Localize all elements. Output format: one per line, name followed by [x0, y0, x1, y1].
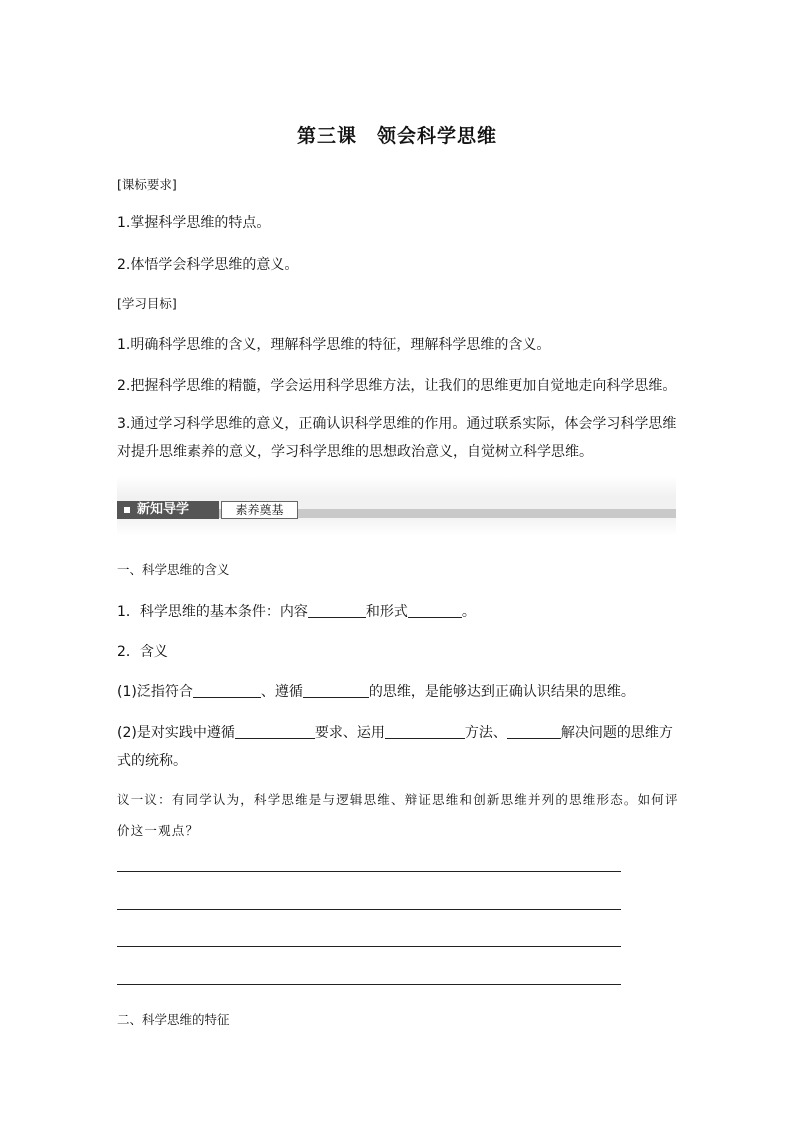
answer-blank[interactable]: [507, 724, 561, 739]
q1-mid: 和形式: [365, 604, 408, 620]
banner-main-tag: [117, 501, 219, 519]
banner-main-label: 新知导学: [137, 502, 190, 517]
section1-heading: 一、科学思维的含义: [117, 562, 230, 577]
goal-item-2: 2.把握科学思维的精髓，学会运用科学思维方法，让我们的思维更加自觉地走向科学思维。: [117, 378, 677, 394]
answer-blank[interactable]: [408, 603, 462, 618]
q1-end: 。: [461, 604, 476, 620]
curriculum-item-2: 2.体悟学会科学思维的意义。: [117, 257, 299, 273]
section2-heading: 二、科学思维的特征: [117, 1012, 230, 1027]
answer-blank[interactable]: [303, 683, 369, 698]
answer-blank[interactable]: [193, 683, 261, 698]
goals-heading: [学习目标]: [117, 296, 177, 311]
answer-blank[interactable]: [385, 724, 465, 739]
q2a-prefix: (1)泛指符合: [117, 684, 193, 700]
discussion-prompt: 议一议：有同学认为，科学思维是与逻辑思维、辩证思维和创新思维并列的思维形态。如何评价这一观点？: [117, 792, 679, 838]
q2a-end: 的思维，是能够达到正确认识结果的思维。: [368, 684, 635, 700]
question-1: [117, 601, 476, 621]
q2b-mid1: 要求、运用: [314, 725, 385, 741]
curriculum-item-1: 1.掌握科学思维的特点。: [117, 215, 271, 231]
answer-line[interactable]: [117, 871, 621, 872]
q1-prefix: 1．科学思维的基本条件：内容: [117, 604, 308, 620]
section-banner: [117, 476, 676, 536]
square-bullet-icon: [124, 507, 130, 513]
answer-line[interactable]: [117, 909, 621, 910]
question-2b: [117, 722, 673, 742]
goal-item-1: 1.明确科学思维的含义，理解科学思维的特征，理解科学思维的含义。: [117, 337, 551, 353]
answer-line[interactable]: [117, 984, 621, 985]
question-2a: [117, 681, 635, 701]
banner-sub-tag: 素养奠基: [221, 501, 298, 519]
q2b-mid2: 方法、: [464, 725, 507, 741]
goal-item-3: 3.通过学习科学思维的意义，正确认识科学思维的作用。通过联系实际，体会学习科学思维对提升思维素养的意义，学习科学思维的思想政治意义，自觉树立科学思维。: [117, 416, 677, 460]
q2b-prefix: (2)是对实践中遵循: [117, 725, 235, 741]
q2a-mid: 、遵循: [260, 684, 303, 700]
answer-line[interactable]: [117, 946, 621, 947]
answer-blank[interactable]: [235, 724, 315, 739]
lesson-title: 第三课 领会科学思维: [296, 125, 497, 147]
question-2b-continuation: 式的统称。: [117, 753, 187, 769]
curriculum-heading: [课标要求]: [117, 177, 177, 192]
answer-blank[interactable]: [308, 603, 366, 618]
question-2: 2．含义: [117, 644, 168, 660]
q2b-end: 解决问题的思维方: [560, 725, 673, 741]
